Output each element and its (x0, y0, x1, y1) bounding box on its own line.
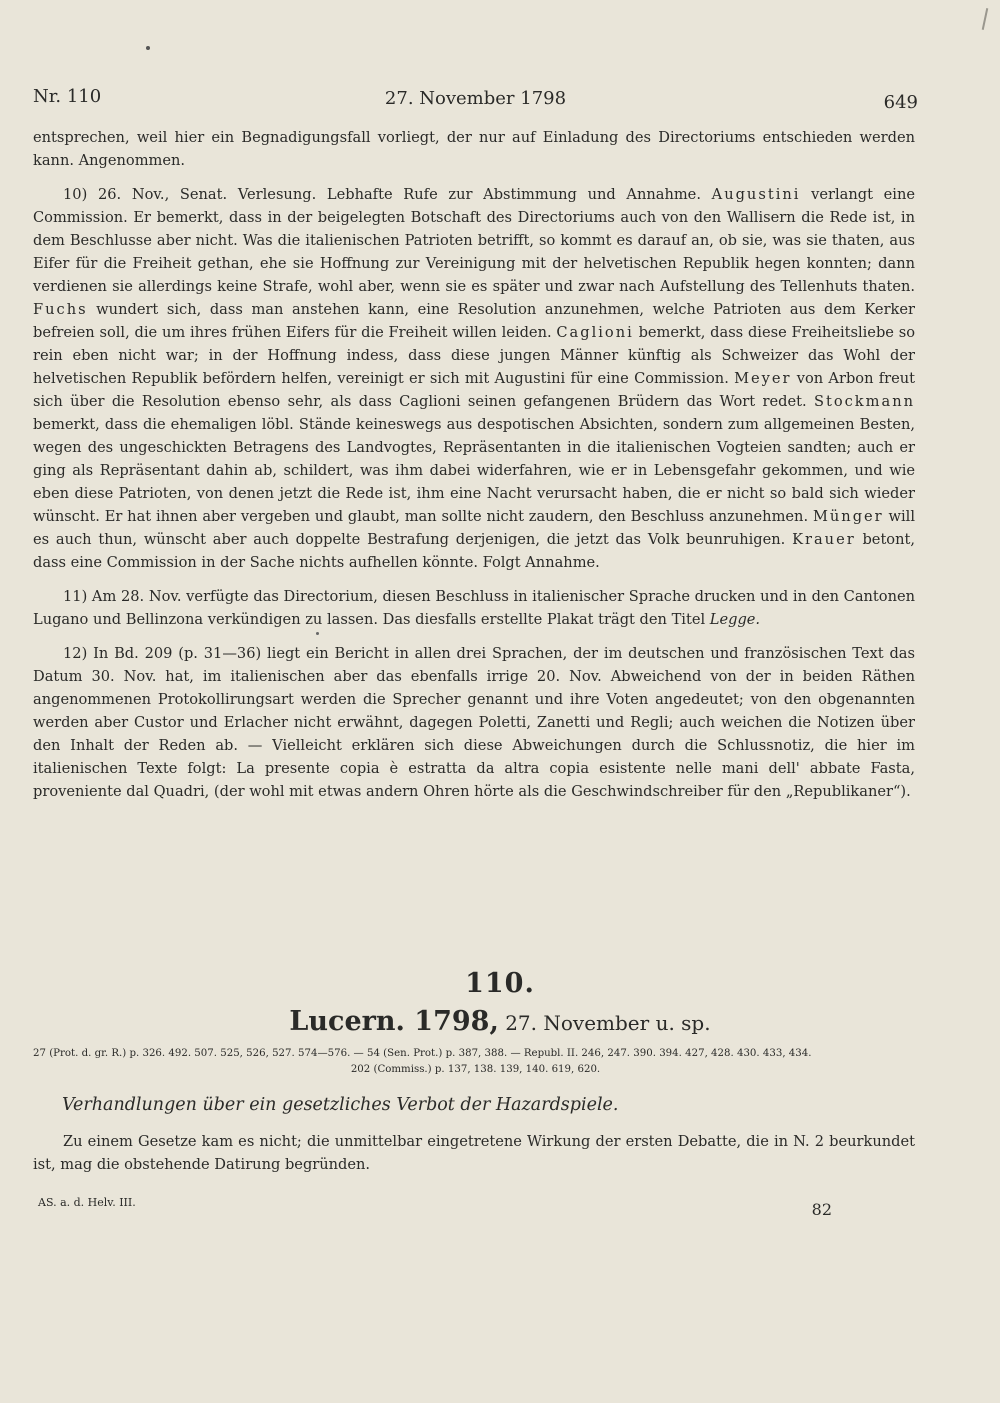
text: von Arbon freut sich über die Resolution ebenso sehr, als dass Caglioni seinen gefangenen Brüdern das Wort redet. (33, 370, 915, 410)
text: 12) In Bd. 209 (p. 31—36) liegt ein Bericht in allen drei Sprachen, der im deutschen und französischen Text das Datum 30. Nov. hat, im italienischen aber das ebenfalls irrige 20. Nov. Abweichend von der in beiden Räthen angenommenen Protokollirungsart werden die Sprecher genannt und ihre Voten angedeutet; von den obgenannten werden aber Custor und Erlacher nicht erwähnt, dagegen Poletti, Zanetti und Regli; auch weichen die Notizen über den Inhalt der Reden ab. — Vielleicht erklären sich diese Abweichungen durch die Schlussnotiz, die hier im italienischen Texte folgt: La presente copia è estratta da altra copia esistente nelle mani dell' abbate Fasta, proveniente dal Quadri, (der wohl mit etwas andern Ohren hörte als die Geschwindschreiber für den „Republikaner“). (33, 645, 915, 800)
document-number-header: Nr. 110 (33, 86, 102, 107)
speaker-name: Caglioni (556, 324, 634, 341)
section-date: 27. November u. sp. (498, 1011, 711, 1035)
page-edge-mark (982, 8, 989, 30)
subject-line: Verhandlungen über ein gesetzliches Verbot der Hazardspiele. (62, 1095, 619, 1115)
speaker-name: Krauer (792, 531, 856, 548)
speaker-name: Meyer (734, 370, 792, 387)
text: betont, dass eine Commission in der Sache nichts aufhellen könnte. Folgt Annahme. (33, 531, 915, 571)
speaker-name: Münger (812, 508, 884, 525)
section-number: 110. (465, 968, 535, 999)
speaker-name: Augustini (711, 186, 801, 203)
text: bemerkt, dass diese Freiheitsliebe so rein eben nicht war; in der Hoffnung indess, dass diese jungen Männer künftig als Schweizer das Wohl der helvetischen Republik befördern helfen, vereinigt er sich mit Augustini für eine Commission. (33, 324, 915, 387)
text: bemerkt, dass die ehemaligen löbl. Stände keineswegs aus despotischen Absichten, sondern zum allgemeinen Besten, wegen des ungeschickten Betragens des Landvogtes, Repräsentanten in die italienischen Vogteien sandten; auch er ging als Repräsentant dahin ab, schildert, was ihm dabei widerfahren, wie er in Lebensgefahr gekommen, und wie eben diese Patrioten, von denen jetzt die Rede ist, ihm eine Nacht verursacht haben, die er nicht so bald sich wieder wünscht. Er hat ihnen aber vergeben und glaubt, man sollte nicht zaudern, den Beschluss anzunehmen. (33, 416, 915, 525)
sources-line-1: 27 (Prot. d. gr. R.) p. 326. 492. 507. 525, 526, 527. 574—576. — 54 (Sen. Prot.) p. 387, 388. — Republ. II. 246, 247. 390. 394. 427, 428. 430. 433, 434. (33, 1048, 812, 1059)
signature-mark: AS. a. d. Helv. III. (38, 1196, 136, 1209)
text: 11) Am 28. Nov. verfügte das Directorium, diesen Beschluss in italienischer Sprache drucken und in den Cantonen Lugano und Bellinzona verkündigen zu lassen. Das diesfalls erstellte Plakat trägt den Titel (33, 588, 915, 628)
ink-speck (146, 46, 150, 50)
paragraph-continuation (33, 126, 915, 172)
text: verlangt eine Commission. Er bemerkt, dass in der beigelegten Botschaft des Directoriums auch von den Wallisern die Rede ist, in dem Beschlusse aber nicht. Was die italienischen Patrioten betrifft, so kommt es darauf an, ob sie, was sie thaten, aus Eifer für die Freiheit gethan, ehe sie Hoffnung zur Vereinigung mit der helvetischen Republik hegen konnten; dann verdienen sie allerdings keine Strafe, wohl aber, wenn sie es später und zwar nach Aufstellung des Tellenhuts thaten. (33, 186, 915, 295)
running-header (33, 86, 918, 116)
speaker-name: Stockmann (813, 393, 915, 410)
page-number: 649 (883, 92, 918, 113)
section-heading (0, 1006, 1000, 1037)
text: entsprechen, weil hier ein Begnadigungsfall vorliegt, der nur auf Einladung des Directoriums entschieden werden kann. Angenommen. (33, 129, 915, 169)
place-year: Lucern. 1798, (289, 1006, 499, 1037)
text: wundert sich, dass man anstehen kann, eine Resolution anzunehmen, welche Patrioten aus dem Kerker befreien soll, die um ihres frühen Eifers für die Freiheit willen leiden. (33, 301, 915, 341)
speaker-name: Fuchs (33, 301, 88, 318)
title-italic: Legge. (709, 611, 761, 628)
paragraph-11 (33, 585, 915, 631)
editorial-note: Zu einem Gesetze kam es nicht; die unmittelbar eingetretene Wirkung der ersten Debatte, die in N. 2 beurkundet ist, mag die obstehende Datirung begründen. (33, 1133, 915, 1173)
sources-line-2: 202 (Commiss.) p. 137, 138. 139, 140. 619, 620. (350, 1064, 601, 1075)
source-references (33, 1046, 918, 1078)
main-text (33, 126, 915, 803)
date-header: 27. November 1798 (384, 88, 567, 109)
text: will es auch thun, wünscht aber auch doppelte Bestrafung derjenigen, die jetzt das Volk beunruhigen. (33, 508, 915, 548)
paragraph-12 (33, 642, 915, 803)
sheet-number: 82 (811, 1200, 832, 1219)
paragraph-10 (33, 183, 915, 574)
text: 10) 26. Nov., Senat. Verlesung. Lebhafte Rufe zur Abstimmung und Annahme. (63, 186, 712, 203)
